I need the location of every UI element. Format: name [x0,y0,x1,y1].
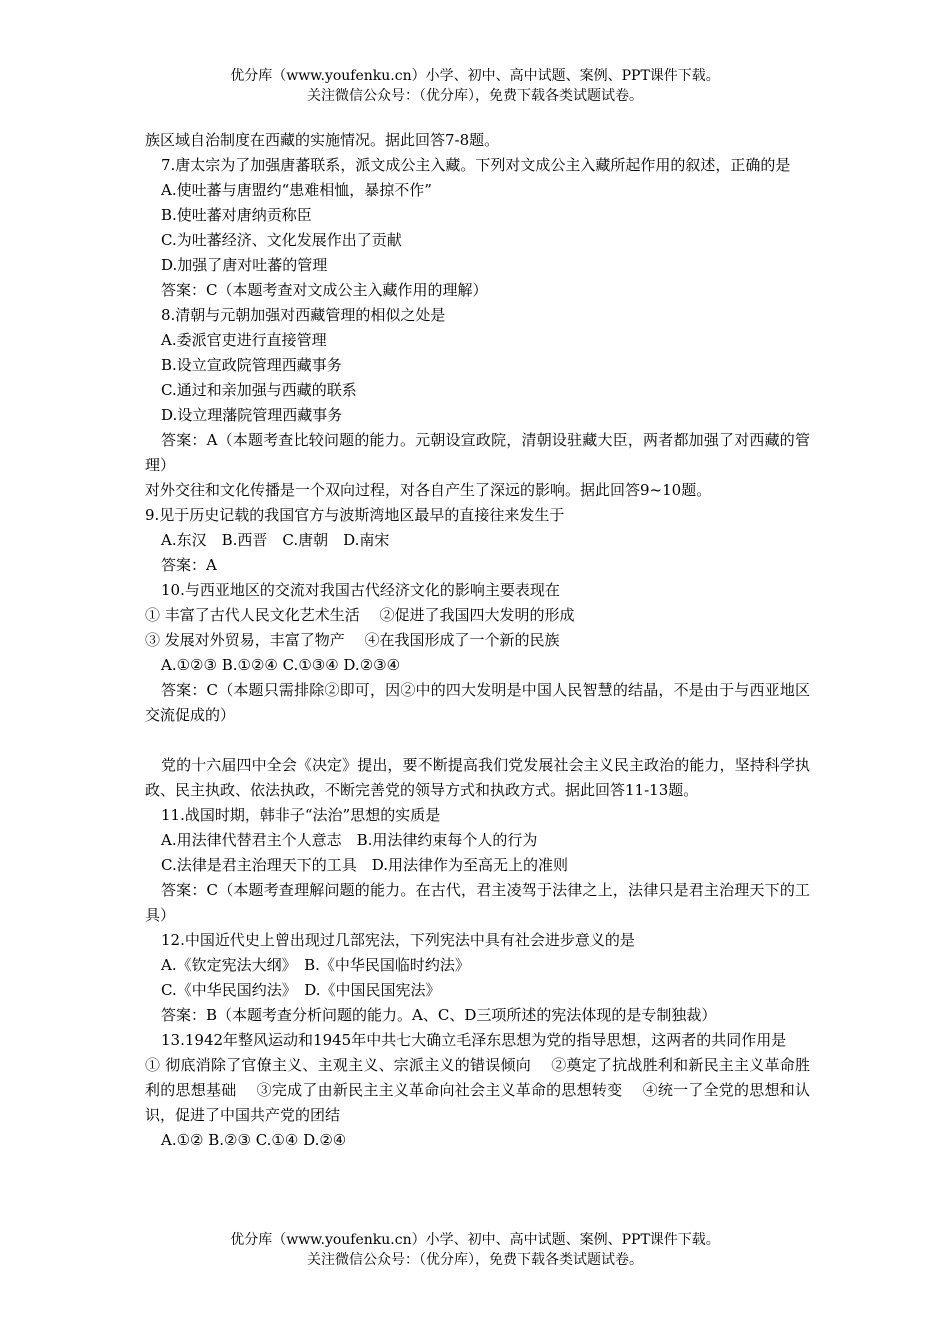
body-paragraph: 答案：A [161,556,217,574]
page-footer [0,1230,950,1270]
body-paragraph: C.为吐蕃经济、文化发展作出了贡献 [161,231,402,249]
header-line-2: 关注微信公众号：（优分库），免费下载各类试题试卷。 [307,88,643,104]
body-paragraph: ① 丰富了古代人民文化艺术生活 ②促进了我国四大发明的形成 [145,606,575,624]
footer-line-2: 关注微信公众号：（优分库），免费下载各类试题试卷。 [307,1252,643,1268]
body-paragraph: A.用法律代替君主个人意志 B.用法律约束每个人的行为 [161,831,538,849]
blank-line [145,728,810,753]
body-paragraph: 10.与西亚地区的交流对我国古代经济文化的影响主要表现在 [161,581,560,599]
body-paragraph: B.设立宣政院管理西藏事务 [161,356,342,374]
footer-line-1: 优分库（www.youfenku.cn）小学、初中、高中试题、案例、PPT课件下载。 [230,1232,720,1248]
body-paragraph: 7.唐太宗为了加强唐蕃联系，派文成公主入藏。下列对文成公主入藏所起作用的叙述，正确的是 [161,156,791,174]
page-header [0,66,950,106]
body-paragraph: C.法律是君主治理天下的工具 D.用法律作为至高无上的准则 [161,856,568,874]
body-paragraph: 答案：C（本题考查理解问题的能力。在古代，君主凌驾于法律之上，法律只是君主治理天下的工具） [145,881,810,924]
body-paragraph: A.《钦定宪法大纲》 B.《中华民国临时约法》 [161,956,470,974]
body-paragraph: 11.战国时期，韩非子“法治”思想的实质是 [161,806,441,824]
body-paragraph: A.东汉 B.西晋 C.唐朝 D.南宋 [161,531,390,549]
body-paragraph: ① 彻底消除了官僚主义、主观主义、宗派主义的错误倾向 ②奠定了抗战胜利和新民主主义革命胜利的思想基础 ③完成了由新民主主义革命向社会主义革命的思想转变 ④统一了全党的思想和认识，促进了中国共产党的团结 [145,1056,810,1124]
body-paragraph: C.通过和亲加强与西藏的联系 [161,381,357,399]
body-paragraph: 党的十六届四中全会《决定》提出，要不断提高我们党发展社会主义民主政治的能力，坚持科学执政、民主执政、依法执政，不断完善党的领导方式和执政方式。据此回答11-13题。 [145,756,810,799]
body-paragraph: 对外交往和文化传播是一个双向过程，对各自产生了深远的影响。据此回答9~10题。 [145,481,712,499]
body-paragraph: 答案：C（本题考查对文成公主入藏作用的理解） [161,281,488,299]
body-paragraph: ③ 发展对外贸易，丰富了物产 ④在我国形成了一个新的民族 [145,631,560,649]
body-paragraph: 13.1942年整风运动和1945年中共七大确立毛泽东思想为党的指导思想，这两者的共同作用是 [161,1031,787,1049]
body-paragraph: 族区域自治制度在西藏的实施情况。据此回答7-8题。 [145,131,500,149]
body-paragraph: C.《中华民国约法》 D.《中国民国宪法》 [161,981,441,999]
body-paragraph: 答案：A（本题考查比较问题的能力。元朝设宣政院，清朝设驻藏大臣，两者都加强了对西藏的管理） [145,431,810,474]
body-paragraph: A.①②③ B.①②④ C.①③④ D.②③④ [161,656,401,674]
body-paragraph: A.①② B.②③ C.①④ D.②④ [161,1131,347,1149]
body-paragraph: B.使吐蕃对唐纳贡称臣 [161,206,312,224]
body-paragraph: 9.见于历史记载的我国官方与波斯湾地区最早的直接往来发生于 [145,506,565,524]
header-line-1: 优分库（www.youfenku.cn）小学、初中、高中试题、案例、PPT课件下载。 [230,68,720,84]
body-paragraph: A.委派官吏进行直接管理 [161,331,327,349]
document-body [145,128,810,1153]
body-paragraph: D.加强了唐对吐蕃的管理 [161,256,328,274]
body-paragraph: 答案：B（本题考查分析问题的能力。A、C、D三项所述的宪法体现的是专制独裁） [161,1006,717,1024]
body-paragraph: 12.中国近代史上曾出现过几部宪法，下列宪法中具有社会进步意义的是 [161,931,635,949]
body-paragraph: A.使吐蕃与唐盟约“患难相恤，暴掠不作” [161,181,432,199]
body-paragraph: 答案：C（本题只需排除②即可，因②中的四大发明是中国人民智慧的结晶，不是由于与西亚地区交流促成的） [145,681,810,724]
body-paragraph: 8.清朝与元朝加强对西藏管理的相似之处是 [161,306,446,324]
body-paragraph: D.设立理藩院管理西藏事务 [161,406,343,424]
